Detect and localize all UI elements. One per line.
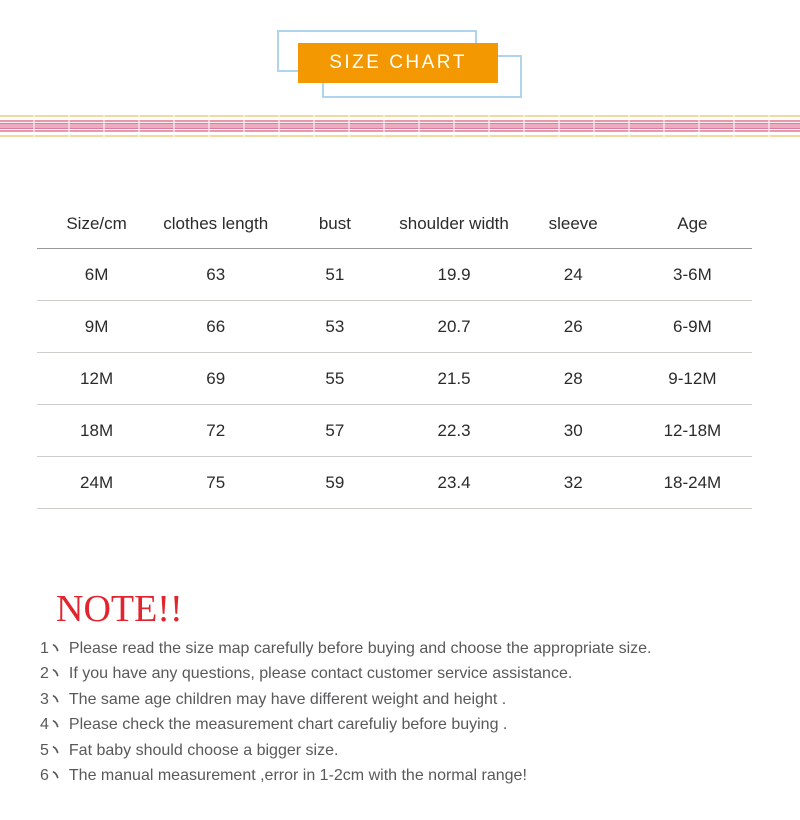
table-cell: 9M — [37, 301, 156, 353]
table-cell: 6M — [37, 249, 156, 301]
column-header: Size/cm — [37, 200, 156, 249]
table-cell: 18-24M — [633, 457, 752, 509]
note-text: Please check the measurement chart carefuliy before buying . — [68, 716, 508, 734]
note-number: 5 — [40, 741, 49, 759]
table-cell: 23.4 — [394, 457, 513, 509]
note-number: 3 — [40, 690, 49, 708]
size-table — [37, 200, 752, 509]
table-row — [37, 249, 752, 301]
table-cell: 12-18M — [633, 405, 752, 457]
note-item — [40, 661, 760, 686]
note-heading: NOTE!! — [56, 588, 183, 630]
column-header: clothes length — [156, 200, 275, 249]
table-row — [37, 301, 752, 353]
table-cell: 30 — [514, 405, 633, 457]
note-number: 4 — [40, 716, 49, 734]
note-text: The manual measurement ,error in 1-2cm with the normal range! — [68, 767, 527, 785]
note-number: 2 — [40, 665, 49, 683]
table-cell: 21.5 — [394, 353, 513, 405]
table-cell: 19.9 — [394, 249, 513, 301]
size-table-body — [37, 249, 752, 509]
note-item — [40, 712, 760, 737]
ideographic-comma-icon — [52, 693, 60, 704]
banner-title-box — [298, 43, 498, 83]
table-row — [37, 457, 752, 509]
table-cell: 26 — [514, 301, 633, 353]
table-cell: 12M — [37, 353, 156, 405]
size-table-container — [37, 200, 752, 509]
table-cell: 69 — [156, 353, 275, 405]
table-cell: 3-6M — [633, 249, 752, 301]
notes-list — [40, 636, 760, 788]
note-number: 1 — [40, 640, 49, 657]
note-number: 6 — [40, 767, 49, 785]
note-item — [40, 636, 760, 661]
table-cell: 72 — [156, 405, 275, 457]
note-text: Please read the size map carefully before buying and choose the appropriate size. — [68, 640, 652, 657]
table-cell: 9-12M — [633, 353, 752, 405]
note-item — [40, 763, 760, 788]
table-cell: 57 — [275, 405, 394, 457]
note-item — [40, 738, 760, 763]
size-table-header-row — [37, 200, 752, 249]
table-cell: 53 — [275, 301, 394, 353]
table-row — [37, 353, 752, 405]
note-text: If you have any questions, please contact customer service assistance. — [68, 665, 573, 683]
table-cell: 24 — [514, 249, 633, 301]
note-text: Fat baby should choose a bigger size. — [68, 741, 339, 759]
ideographic-comma-icon — [52, 667, 60, 678]
ideographic-comma-icon — [52, 642, 60, 653]
table-cell: 6-9M — [633, 301, 752, 353]
size-chart-banner — [277, 30, 523, 98]
table-cell: 28 — [514, 353, 633, 405]
table-cell: 24M — [37, 457, 156, 509]
table-row — [37, 405, 752, 457]
ideographic-comma-icon — [52, 718, 60, 729]
column-header: Age — [633, 200, 752, 249]
note-item — [40, 687, 760, 712]
table-cell: 59 — [275, 457, 394, 509]
ideographic-comma-icon — [52, 744, 60, 755]
note-text: The same age children may have different weight and height . — [68, 690, 507, 708]
table-cell: 63 — [156, 249, 275, 301]
table-cell: 51 — [275, 249, 394, 301]
column-header: sleeve — [514, 200, 633, 249]
table-cell: 32 — [514, 457, 633, 509]
table-cell: 75 — [156, 457, 275, 509]
column-header: shoulder width — [394, 200, 513, 249]
table-cell: 66 — [156, 301, 275, 353]
banner-title: SIZE CHART — [329, 52, 467, 73]
decorative-stripe-border — [0, 115, 800, 137]
table-cell: 20.7 — [394, 301, 513, 353]
table-cell: 18M — [37, 405, 156, 457]
ideographic-comma-icon — [52, 769, 60, 780]
table-cell: 22.3 — [394, 405, 513, 457]
column-header: bust — [275, 200, 394, 249]
table-cell: 55 — [275, 353, 394, 405]
